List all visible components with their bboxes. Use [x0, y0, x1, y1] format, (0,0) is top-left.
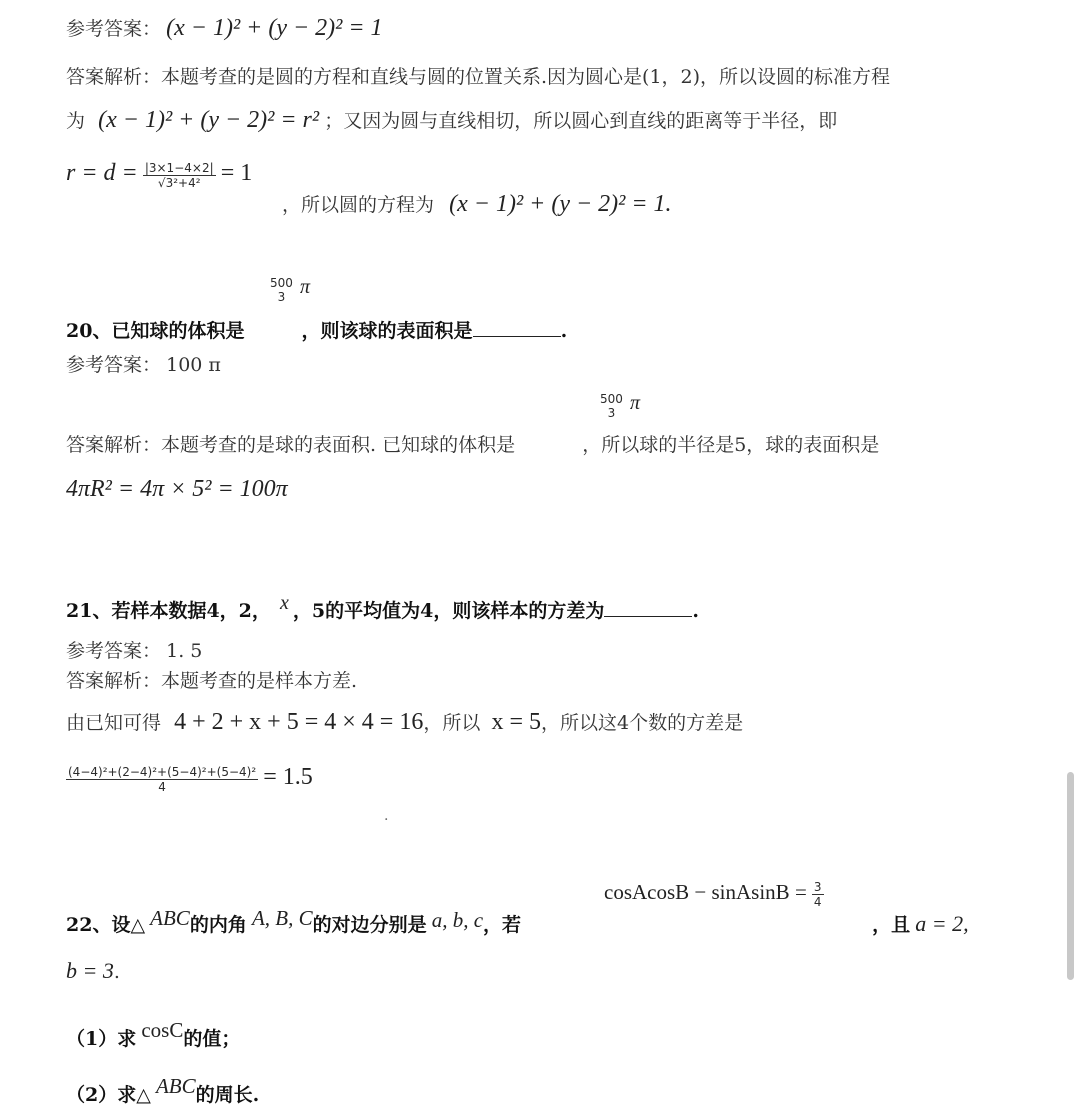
q20-exp-fraction: 500 3 π — [600, 392, 641, 420]
answer-blank — [604, 598, 692, 617]
q21-answer-line: 参考答案： 1. 5 — [66, 640, 203, 662]
q20-stem: 20、已知球的体积是 ，则该球的表面积是 . — [66, 320, 568, 342]
q19-answer-line — [66, 14, 383, 42]
q22-part2: （2）求△ ABC的周长. — [66, 1074, 260, 1106]
x-value-formula: x = 5 — [491, 709, 541, 735]
sum-formula: 4 + 2 + x + 5 = 4 × 4 = 16 — [174, 709, 424, 735]
variance-fraction: $\frac{\text{(4−4)²+(2−4)²+(5−4)²+(5−4)²}}{4}$ — [68, 765, 257, 794]
answer-blank — [473, 318, 561, 337]
q20-volume-fraction: 500 3 π — [270, 276, 311, 304]
q22-part1: （1）求 cosC的值； — [66, 1018, 241, 1050]
q20-answer-line: 参考答案： 100 π — [66, 354, 221, 376]
stray-dot: . — [384, 808, 389, 824]
answer-formula: (x − 1)² + (y − 2)² = 1 — [166, 15, 383, 41]
final-circle-formula: (x − 1)² + (y − 2)² = 1. — [449, 191, 672, 217]
q19-explanation-line2: 为 (x − 1)² + (y − 2)² = r² ；又因为圆与直线相切，所以圆心到直线的距离等于半径，即 — [66, 107, 838, 133]
q20-surface-formula: 4πR² = 4π × 5² = 100π — [66, 476, 288, 502]
q21-explanation-line2: 由已知可得 4 + 2 + x + 5 = 4 × 4 = 16，所以 x = 5，所以这4个数的方差是 — [66, 709, 744, 735]
q21-explanation-line1: 答案解析：本题考查的是样本方差. — [66, 670, 358, 692]
q21-stem: 21、若样本数据4，2， x ，5的平均值为4，则该样本的方差为 . — [66, 592, 699, 622]
q22-condition: cosAcosB − sinAsinB = $\frac{3}{4}$ — [604, 880, 822, 909]
answer-label: 参考答案： — [66, 18, 162, 40]
answer-value: 1. 5 — [166, 640, 203, 662]
vertical-scrollbar[interactable] — [1067, 772, 1074, 980]
q22-b-value: b = 3. — [66, 958, 120, 983]
q19-radius-formula: r = d = $\frac{|3\times 1-4\times 2|}{\text{√3²+4²}}$ = 1 — [66, 160, 253, 190]
q19-explanation-line1: 答案解析：本题考查的是圆的方程和直线与圆的位置关系.因为圆心是(1，2)，所以设圆的标准方程 — [66, 66, 891, 88]
q20-explanation: 答案解析：本题考查的是球的表面积. 已知球的体积是 ，所以球的半径是5，球的表面积是 — [66, 434, 880, 456]
q21-variance-formula: $\frac{\text{(4−4)²+(2−4)²+(5−4)²+(5−4)²}}{4}$ = 1.5 — [68, 764, 313, 794]
q22-stem: 22、设△ ABC的内角 A, B, C的对边分别是 a, b, c，若 ，且 a = 2, — [66, 906, 969, 936]
answer-value: 100 π — [166, 354, 221, 376]
distance-fraction: $\frac{|3\times 1-4\times 2|}{\text{√3²+4²}}$ — [144, 161, 214, 190]
q19-final-line: ，所以圆的方程为 (x − 1)² + (y − 2)² = 1. — [282, 191, 672, 217]
circle-standard-formula: (x − 1)² + (y − 2)² = r² — [98, 107, 320, 133]
